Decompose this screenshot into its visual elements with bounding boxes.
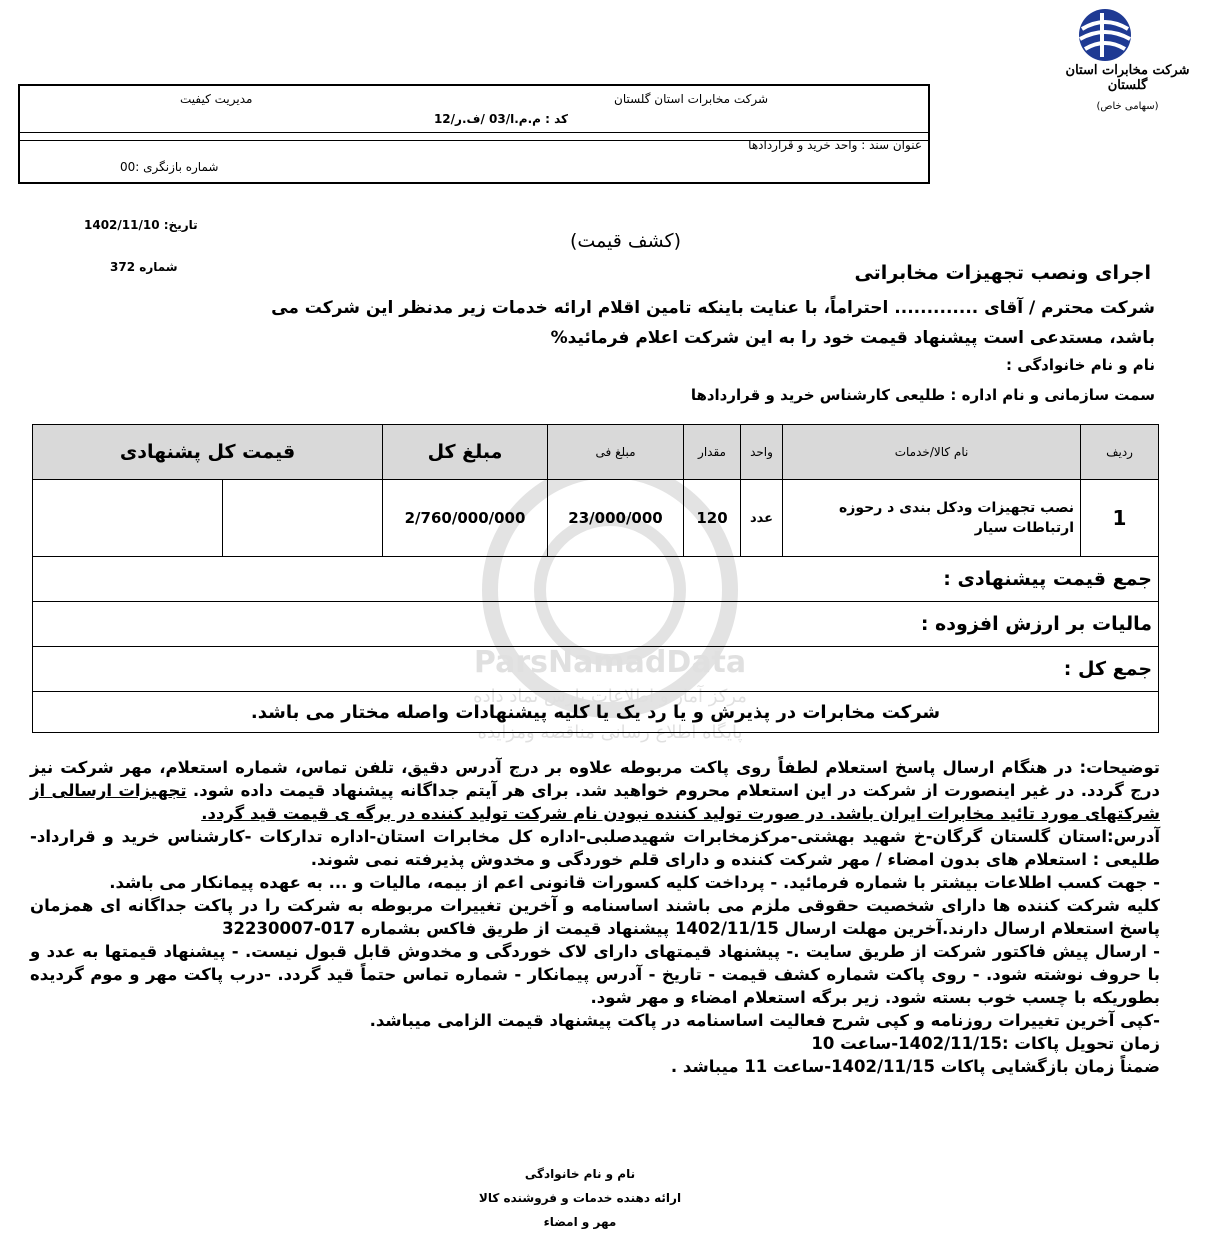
note-p7: زمان تحویل پاکات :1402/11/15-ساعت 10 bbox=[811, 1034, 1160, 1053]
number-row bbox=[110, 260, 178, 274]
header-revision: شماره بازنگری :00 bbox=[120, 160, 219, 174]
grand-total-row bbox=[33, 647, 1159, 692]
header-company: شرکت مخابرات استان گلستان bbox=[614, 92, 768, 106]
cell-offer-b bbox=[223, 480, 383, 557]
logo-subtitle: (سهامی خاص) bbox=[1096, 101, 1159, 112]
position-line: سمت سازمانی و نام اداره : طلیعی کارشناس خرید و قراردادها bbox=[690, 386, 1155, 404]
header-unit: واحد bbox=[741, 425, 783, 480]
logo-name: شرکت مخابرات استان گلستان bbox=[1065, 63, 1190, 93]
table-header-row bbox=[33, 425, 1159, 480]
watermark-brand: ParsNamadData bbox=[473, 645, 747, 680]
table-row bbox=[33, 480, 1159, 557]
note-p5: - ارسال پیش فاکتور شرکت از طریق سایت .- پیشنهاد قیمتهای دارای لاک خوردگی و مخدوش قابل قبول نیست. - پیشنهاد قیمتها به عدد و با حروف نوشته شود. - روی پاکت شماره کشف قیمت - تاریخ - آدرس پیمانکار - شماره تماس حتماً قید گردد. -درب پاکت مهر و موم گردیده بطوریکه با چسب خوب بسته شود. زیر برگه استعلام امضاء و مهر شود. bbox=[30, 942, 1160, 1007]
note-p8: ضمناً زمان بازگشایی پاکات 1402/11/15-ساعت 11 میباشد . bbox=[670, 1057, 1160, 1076]
signature-provider: ارائه دهنده خدمات و فروشنده کالا bbox=[478, 1191, 682, 1205]
sum-offer-label: جمع قیمت پیشنهادی : bbox=[33, 557, 1159, 602]
watermark-line2: پایگاه اطلاع رسانی مناقصه ومزایده bbox=[477, 722, 743, 743]
note-p2: آدرس:استان گلستان گرگان-خ شهید بهشتی-مرکزمخابرات شهیدصلبی-اداره کل مخابرات استان-اداره تدارکات -کارشناس خرید و قرارداد-طلیعی : استعلام های بدون امضاء / مهر شرکت کننده و دارای قلم خوردگی و مخدوش پذیرفته نمی شوند. bbox=[30, 827, 1160, 869]
header-code: کد : م.م.ا/03 /ف.ر/12 bbox=[433, 112, 568, 126]
vat-label: مالیات بر ارزش افزوده : bbox=[33, 602, 1159, 647]
notes-block bbox=[30, 756, 1160, 1078]
note-p1-underline: تجهیزات ارسالی از شرکتهای مورد تائید مخابرات ایران باشد. در صورت تولید کننده نبودن نام شرکت تولید کننده در برگه ی قیمت قید گردد. bbox=[30, 781, 1160, 823]
divider bbox=[20, 132, 928, 133]
document-header bbox=[18, 84, 930, 184]
number-value: 372 bbox=[110, 260, 136, 274]
note-p4: کلیه شرکت کننده ها دارای شخصیت حقوقی ملزم می باشند اساسنامه و آخرین تغییرات مربوطه به شرکت را در پاکت جداگانه ای همزمان پاسخ استعلام ارسال دارند.آخرین مهلت ارسال 1402/11/15 پیشنهاد قیمت از طریق فاکس بشماره 017-32230007 bbox=[30, 896, 1160, 938]
letter-line1: شرکت محترم / آقای ............. احتراماً، با عنایت باینکه تامین اقلام ارائه خدمات زیر مدنظر این شرکت می bbox=[271, 298, 1155, 318]
name-label: نام و نام خانوادگی : bbox=[1006, 356, 1155, 374]
cell-unit-price: 23/000/000 bbox=[548, 480, 684, 557]
vat-row bbox=[33, 602, 1159, 647]
sum-offer-row bbox=[33, 557, 1159, 602]
header-qty: مقدار bbox=[684, 425, 741, 480]
grand-total-label: جمع کل : bbox=[33, 647, 1159, 692]
company-logo bbox=[1060, 5, 1195, 120]
cell-offer-a bbox=[33, 480, 223, 557]
header-row: ردیف bbox=[1081, 425, 1159, 480]
signature-block bbox=[440, 1162, 720, 1234]
signature-name: نام و نام خانوادگی bbox=[524, 1167, 636, 1181]
number-label: شماره bbox=[139, 260, 178, 274]
letter-title: (کشف قیمت) bbox=[570, 230, 681, 252]
price-table bbox=[32, 424, 1159, 733]
header-doc-title: عنوان سند : واحد خرید و قراردادها bbox=[748, 138, 922, 152]
cell-qty: 120 bbox=[684, 480, 741, 557]
date-row bbox=[84, 218, 198, 232]
letter-line2: باشد، مستدعی است پیشنهاد قیمت خود را به این شرکت اعلام فرمائید% bbox=[550, 328, 1155, 348]
letter-subject: اجرای ونصب تجهیزات مخابراتی bbox=[854, 262, 1151, 284]
header-department: مدیریت کیفیت bbox=[180, 92, 253, 106]
header-unit-price: مبلغ فی bbox=[548, 425, 684, 480]
note-p1 bbox=[30, 756, 1160, 825]
note-p6: -کپی آخرین تغییرات روزنامه و کپی شرح فعالیت اساسنامه در پاکت پیشنهاد قیمت الزامی میباشد. bbox=[369, 1011, 1160, 1030]
note-p3: - جهت کسب اطلاعات بیشتر با شماره فرمائید. - پرداخت کلیه کسورات قانونی اعم از بیمه، مالیات و ... به عهده پیمانکار می باشد. bbox=[109, 873, 1160, 892]
date-value: 1402/11/10 bbox=[84, 218, 160, 232]
signature-stamp: مهر و امضاء bbox=[543, 1215, 617, 1229]
header-offer: قیمت کل پشنهادی bbox=[33, 425, 383, 480]
cell-total: 2/760/000/000 bbox=[383, 480, 548, 557]
watermark-line1: مرکز آمار و اطلاعات پارس نماد داده bbox=[473, 686, 747, 707]
cell-item: نصب تجهیزات ودکل بندی د رحوزه ارتباطات سیار bbox=[783, 480, 1081, 557]
cell-row: 1 bbox=[1081, 480, 1159, 557]
header-total: مبلغ کل bbox=[383, 425, 548, 480]
table-note: شرکت مخابرات در پذیرش و یا رد یک یا کلیه پیشنهادات واصله مختار می باشد. bbox=[33, 692, 1159, 733]
header-item: نام کالا/خدمات bbox=[783, 425, 1081, 480]
note-p1-text: توضیحات: در هنگام ارسال پاسخ استعلام لطفاً روی پاکت مربوطه علاوه بر درج آدرس دقیق، تلفن تماس، شماره استعلام، مهر شرکت نیز درج گردد. در غیر اینصورت از شرکت در این استعلام محروم خواهید شد. برای هر آیتم جداگانه پیشنهاد قیمت داده شود. bbox=[30, 758, 1161, 800]
table-note-row bbox=[33, 692, 1159, 733]
cell-unit: عدد bbox=[741, 480, 783, 557]
date-label: تاریخ: bbox=[163, 218, 198, 232]
